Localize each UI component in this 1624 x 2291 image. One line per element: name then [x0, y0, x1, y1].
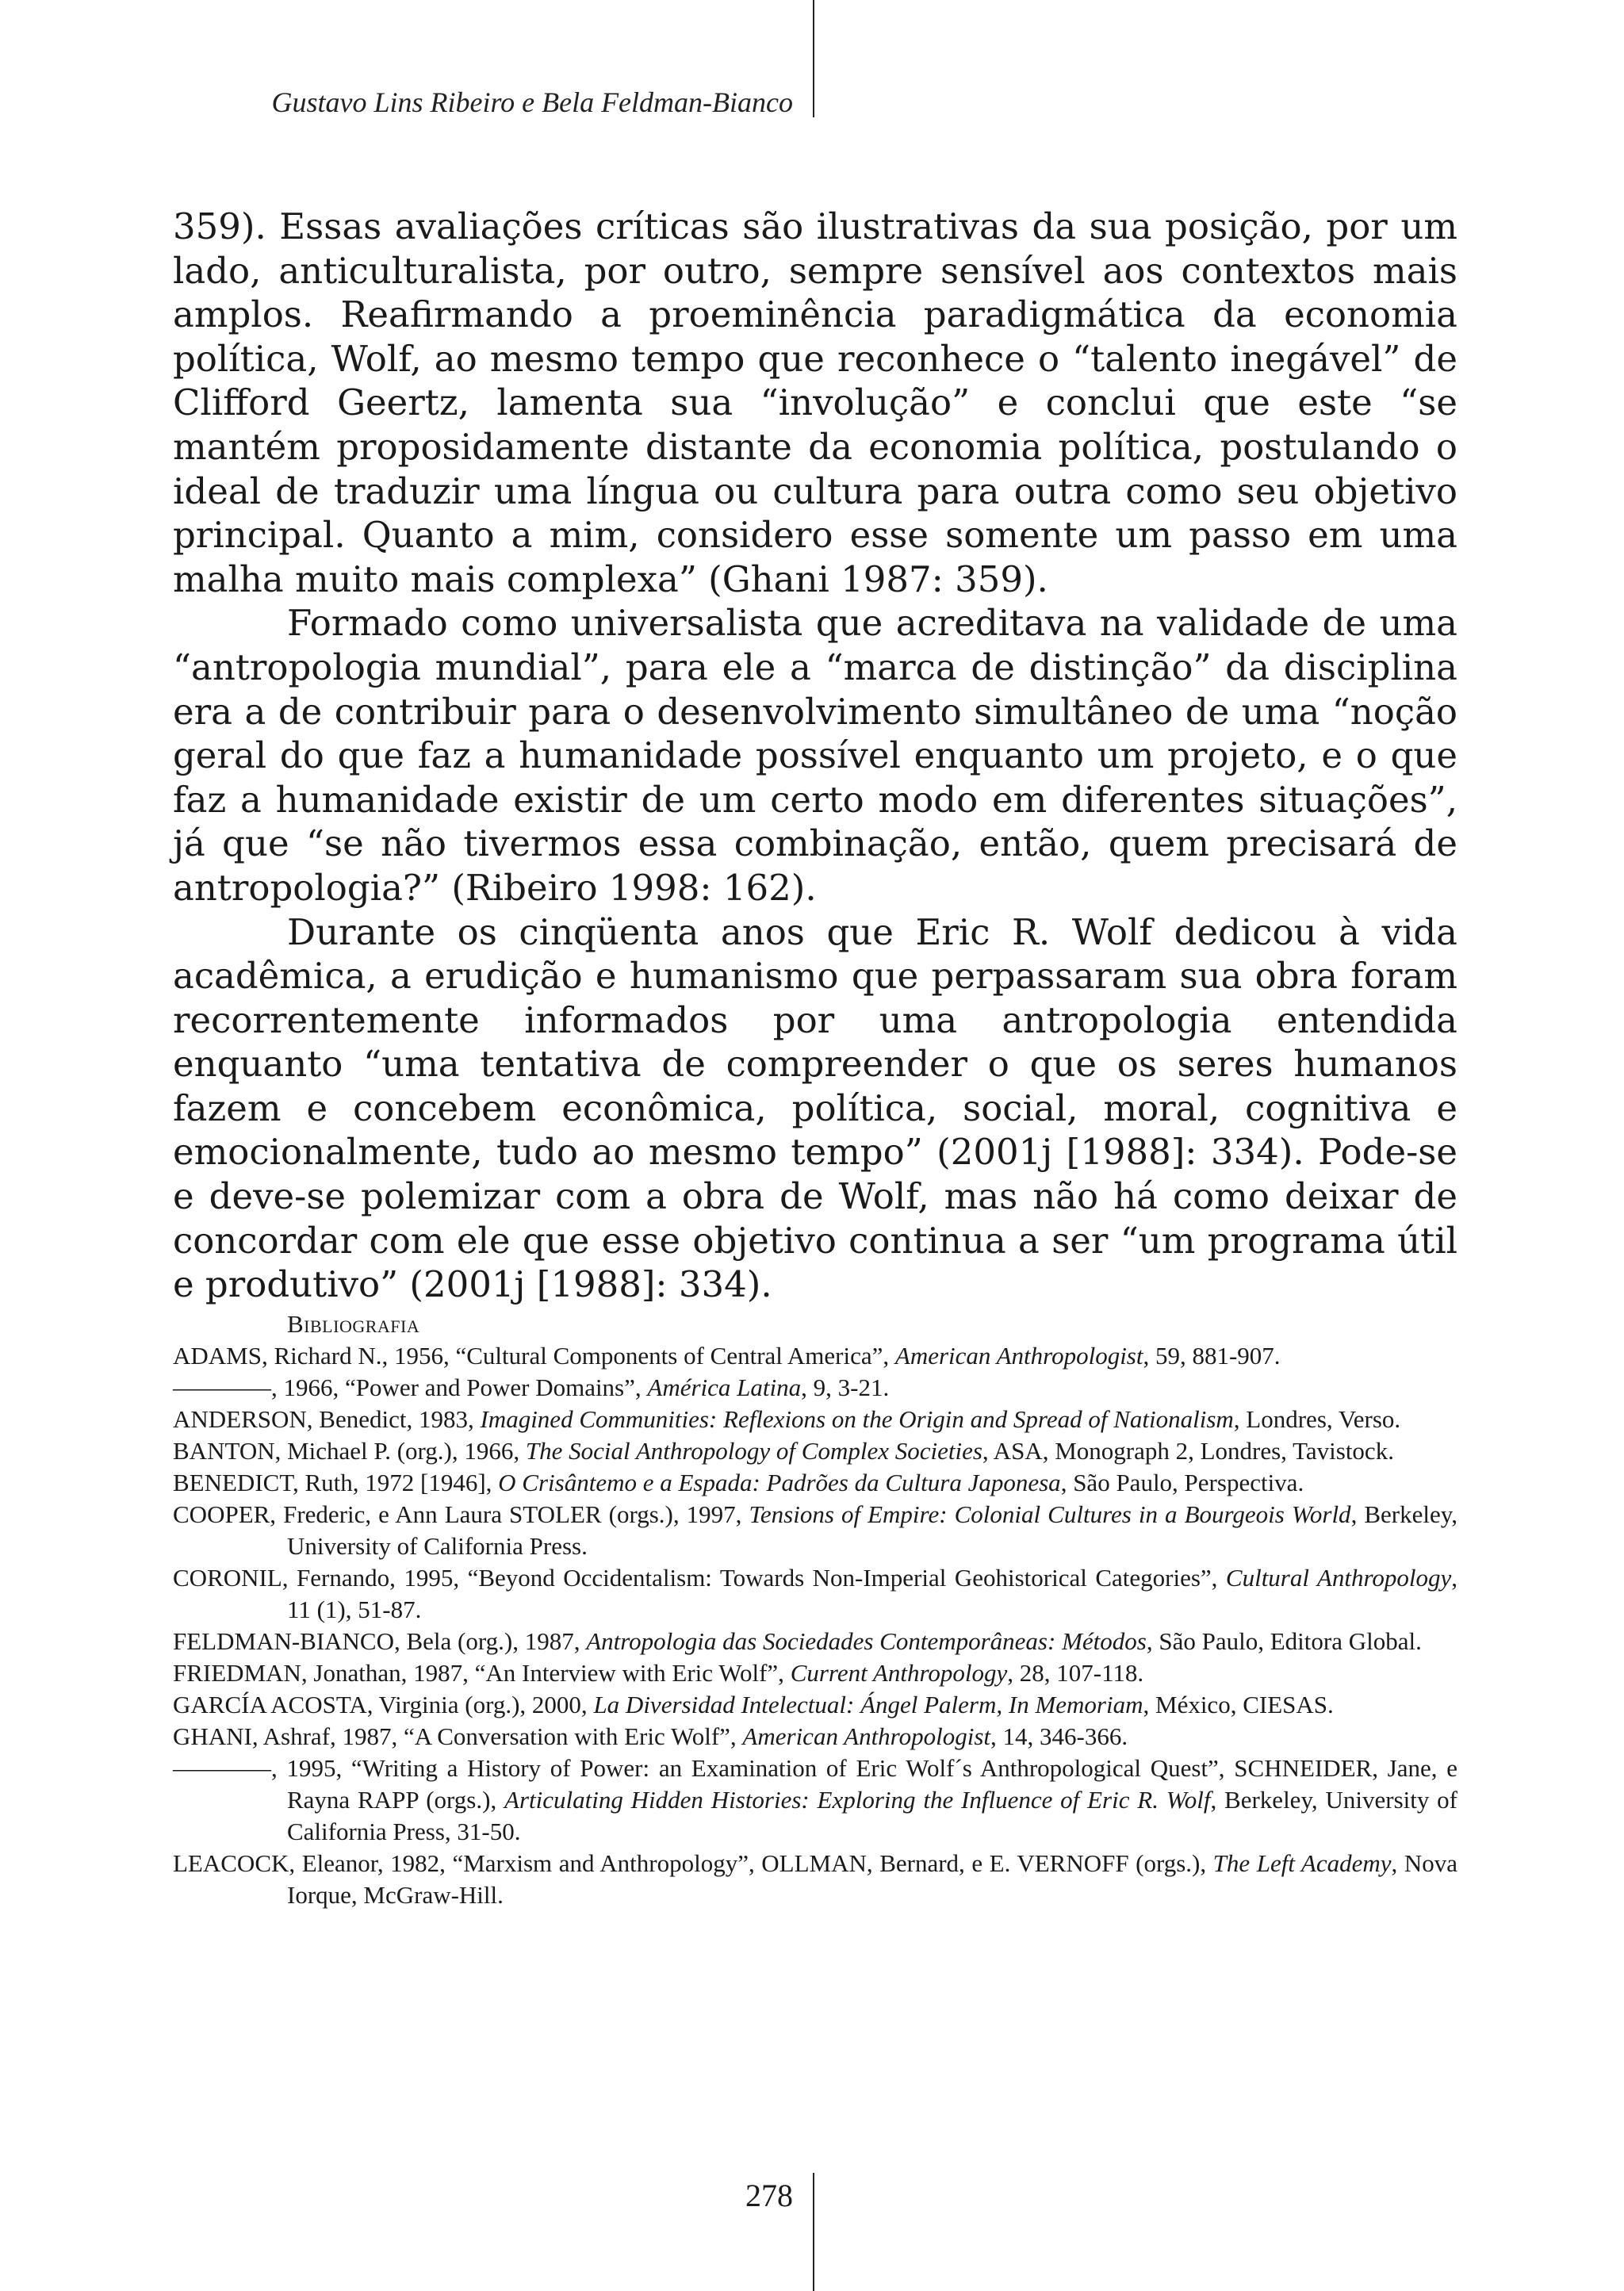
bibliography-entry: [173, 1435, 1457, 1467]
page-number: 278: [745, 2178, 793, 2213]
bibliography-entry: [173, 1657, 1457, 1689]
entry-title: American Anthropologist: [742, 1722, 990, 1750]
entry-text: , 28, 107-118.: [1007, 1659, 1144, 1687]
bibliography-entry: [173, 1721, 1457, 1753]
entry-text: , Berkeley, University of California Press, 31-50.: [287, 1786, 1457, 1845]
bibliography-entry: [173, 1626, 1457, 1657]
entry-text: CORONIL, Fernando, 1995, “Beyond Occidentalism: Towards Non-Imperial Geohistorical Categories”,: [173, 1564, 1226, 1592]
entry-title: Cultural Anthropology: [1225, 1564, 1452, 1592]
entry-title: América Latina: [647, 1373, 802, 1401]
entry-title: La Diversidad Intelectual: Ángel Palerm, In Memoriam: [593, 1691, 1143, 1718]
entry-title: Imagined Communities: Reflexions on the Origin and Spread of Nationalism: [480, 1405, 1234, 1433]
bibliography-entry: [173, 1404, 1457, 1435]
footer-vertical-rule: [813, 2173, 814, 2291]
entry-text: , Nova Iorque, McGraw-Hill.: [287, 1849, 1457, 1909]
entry-title: The Left Academy: [1212, 1849, 1392, 1877]
bibliography-entry: [173, 1562, 1457, 1626]
bibliography-entry: [173, 1753, 1457, 1848]
entry-text: , 11 (1), 51-87.: [287, 1564, 1457, 1623]
body-text: [173, 205, 1457, 1307]
entry-text: GARCÍA ACOSTA, Virginia (org.), 2000,: [173, 1691, 594, 1718]
entry-text: , ASA, Monograph 2, Londres, Tavistock.: [982, 1437, 1394, 1465]
entry-title: O Crisântemo e a Espada: Padrões da Cultura Japonesa: [498, 1469, 1061, 1496]
entry-text: BENEDICT, Ruth, 1972 [1946],: [173, 1469, 499, 1496]
bibliography-entry: [173, 1467, 1457, 1499]
entry-text: FELDMAN-BIANCO, Bela (org.), 1987,: [173, 1627, 587, 1655]
paragraph: Durante os cinqüenta anos que Eric R. Wolf dedicou à vida acadêmica, a erudição e humanismo que perpassaram sua obra foram recorrentemente informados por uma antropologia entendida enquanto “uma tentativa de compreender o que os seres humanos fazem e concebem econômica, política, social, moral, cognitiva e emocionalmente, tudo ao mesmo tempo” (2001j [1988]: 334). Pode-se e deve-se polemizar com a obra de Wolf, mas não há como deixar de concordar com ele que esse objetivo continua a ser “um programa útil e produtivo” (2001j [1988]: 334).: [173, 910, 1457, 1306]
bibliography-entry: [173, 1689, 1457, 1721]
bibliography-entry: [173, 1499, 1457, 1562]
entry-title: Tensions of Empire: Colonial Cultures in a Bourgeois World: [749, 1500, 1351, 1528]
entry-text: , 9, 3-21.: [801, 1373, 890, 1401]
entry-text: , 14, 346-366.: [990, 1722, 1128, 1750]
entry-text: , Berkeley, University of California Press.: [287, 1500, 1457, 1560]
paragraph: Formado como universalista que acreditava na validade de uma “antropologia mundial”, para ele a “marca de distinção” da disciplina era a de contribuir para o desenvolvimento simultâneo de uma “noção geral do que faz a humanidade possível enquanto um projeto, e o que faz a humanidade existir de um certo modo em diferentes situações”, já que “se não tivermos essa combinação, então, quem precisará de antropologia?” (Ribeiro 1998: 162).: [173, 602, 1457, 909]
entry-text: , Londres, Verso.: [1233, 1405, 1401, 1433]
bibliography: [173, 1308, 1457, 1911]
entry-text: LEACOCK, Eleanor, 1982, “Marxism and Anthropology”, OLLMAN, Bernard, e E. VERNOFF (orgs.),: [173, 1849, 1213, 1877]
entry-text: BANTON, Michael P. (org.), 1966,: [173, 1437, 526, 1465]
entry-text: ANDERSON, Benedict, 1983,: [173, 1405, 481, 1433]
entry-title: Antropologia das Sociedades Contemporâneas: Métodos: [586, 1627, 1147, 1655]
header-vertical-rule: [813, 0, 814, 117]
bibliography-entry: [173, 1848, 1457, 1911]
entry-title: Articulating Hidden Histories: Exploring the Influence of Eric R. Wolf: [504, 1786, 1211, 1814]
entry-text: GHANI, Ashraf, 1987, “A Conversation with Eric Wolf”,: [173, 1722, 743, 1750]
bibliography-heading: Bibliografia: [287, 1310, 420, 1338]
bibliography-entry: [173, 1340, 1457, 1372]
entry-text: COOPER, Frederic, e Ann Laura STOLER (orgs.), 1997,: [173, 1500, 749, 1528]
paragraph: 359). Essas avaliações críticas são ilustrativas da sua posição, por um lado, anticulturalista, por outro, sempre sensível aos contextos mais amplos. Reafirmando a proeminência paradigmática da economia política, Wolf, ao mesmo tempo que reconhece o “talento inegável” de Clifford Geertz, lamenta sua “involução” e conclui que este “se mantém proposidamente distante da economia política, postulando o ideal de traduzir uma língua ou cultura para outra como seu objetivo principal. Quanto a mim, considero esse somente um passo em uma malha muito mais complexa” (Ghani 1987: 359).: [173, 205, 1457, 600]
running-head: Gustavo Lins Ribeiro e Bela Feldman-Bianco: [271, 86, 793, 118]
bibliography-entry: [173, 1372, 1457, 1404]
entry-text: , São Paulo, Perspectiva.: [1060, 1469, 1304, 1496]
entry-title: American Anthropologist: [894, 1342, 1143, 1370]
entry-text: ADAMS, Richard N., 1956, “Cultural Components of Central America”,: [173, 1342, 895, 1370]
entry-text: , 59, 881-907.: [1143, 1342, 1281, 1370]
entry-text: , São Paulo, Editora Global.: [1146, 1627, 1422, 1655]
entry-title: The Social Anthropology of Complex Societies: [525, 1437, 982, 1465]
entry-title: Current Anthropology: [790, 1659, 1008, 1687]
entry-text: ————, 1966, “Power and Power Domains”,: [173, 1373, 648, 1401]
entry-text: ————, 1995, “Writing a History of Power: an Examination of Eric Wolf´s Anthropological Quest”, SCHNEIDER, Jane, e Rayna RAPP (orgs.),: [173, 1754, 1457, 1814]
entry-text: FRIEDMAN, Jonathan, 1987, “An Interview with Eric Wolf”,: [173, 1659, 791, 1687]
bibliography-list: [173, 1340, 1457, 1911]
entry-text: , México, CIESAS.: [1143, 1691, 1334, 1718]
